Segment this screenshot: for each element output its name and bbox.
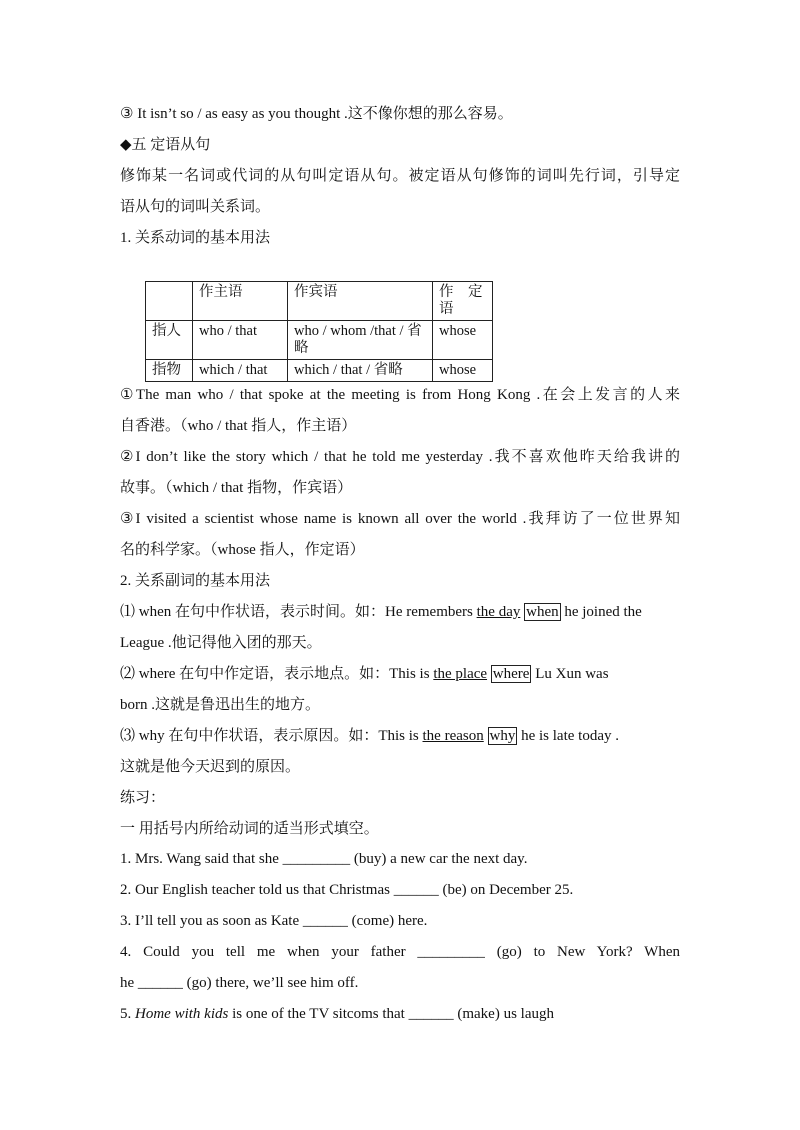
subsection-title-1: 1. 关系动词的基本用法: [120, 230, 271, 246]
adverb-text: ⑶ why 在句中作状语，表示原因。如：This is: [120, 728, 423, 744]
table-cell: 指人: [146, 321, 193, 360]
table-cell: 指物: [146, 360, 193, 382]
table-cell: who / whom /that / 省略: [288, 321, 433, 360]
example-2-line-1: ②I don’t like the story which / that he told me yesterday .我不喜欢他昨天给我讲的: [120, 449, 680, 465]
table-cell: which / that: [193, 360, 288, 382]
example-3-line-1: ③I visited a scientist whose name is known all over the world .我拜访了一位世界知: [120, 511, 680, 527]
practice-part-title: 一 用括号内所给动词的适当形式填空。: [120, 821, 379, 837]
adverb-text: he joined the: [560, 604, 642, 620]
question-5: [120, 1004, 554, 1024]
adverb-text: ⑴ when 在句中作状语，表示时间。如：He remembers: [120, 604, 477, 620]
relative-pronoun-table: [145, 281, 493, 382]
table-cell: [146, 282, 193, 321]
example-1-line-2: 自香港。（who / that 指人，作主语）: [120, 418, 357, 434]
antecedent-underlined: the day: [476, 604, 521, 620]
adverb-when-line-2: League .他记得他入团的那天。: [120, 635, 322, 651]
table-cell: whose: [433, 321, 493, 360]
example-2-line-2: 故事。（which / that 指物，作宾语）: [120, 480, 353, 496]
tv-show-title: Home with kids: [135, 1006, 229, 1022]
table-row: [146, 321, 493, 360]
adverb-where-line-2: born .这就是鲁迅出生的地方。: [120, 697, 320, 713]
question-2: 2. Our English teacher told us that Christmas ______ (be) on December 25.: [120, 882, 574, 898]
relative-adverb-boxed: when: [526, 604, 559, 620]
antecedent-underlined: the place: [433, 666, 488, 682]
section-heading: ◆五 定语从句: [120, 137, 211, 153]
relative-adverb-boxed: where: [492, 666, 530, 682]
adverb-text: ⑵ where 在句中作定语，表示地点。如：This is: [120, 666, 434, 682]
table-header-cell: 作 定语: [433, 282, 493, 321]
adverb-why-line-2: 这就是他今天迟到的原因。: [120, 759, 301, 775]
adverb-when-line-1: [120, 602, 642, 622]
antecedent-underlined: the reason: [422, 728, 484, 744]
practice-label: 练习：: [120, 790, 166, 806]
adverb-text: Lu Xun was: [531, 666, 609, 682]
example-3-line-2: 名的科学家。（whose 指人，作定语）: [120, 542, 365, 558]
intro-line: ③ It isn’t so / as easy as you thought .这不像你想的那么容易。: [120, 106, 513, 122]
subsection-title-2: 2. 关系副词的基本用法: [120, 573, 271, 589]
definition-line-1: 修饰某一名词或代词的从句叫定语从句。被定语从句修饰的词叫先行词，引导定: [120, 168, 680, 184]
adverb-text: he is late today .: [517, 728, 619, 744]
table-row: [146, 360, 493, 382]
table-header-cell: 作宾语: [288, 282, 433, 321]
question-text: is one of the TV sitcoms that ______ (make) us laugh: [228, 1006, 554, 1022]
question-1: 1. Mrs. Wang said that she _________ (buy) a new car the next day.: [120, 851, 528, 867]
adverb-why-line-1: [120, 726, 619, 746]
question-4-line-1: 4. Could you tell me when your father _________ (go) to New York? When: [120, 944, 680, 960]
question-number: 5.: [120, 1006, 135, 1022]
question-4-line-2: he ______ (go) there, we’ll see him off.: [120, 975, 359, 991]
question-3: 3. I’ll tell you as soon as Kate ______ (come) here.: [120, 913, 428, 929]
table-cell: who / that: [193, 321, 288, 360]
relative-adverb-boxed: why: [489, 728, 516, 744]
table-cell: which / that / 省略: [288, 360, 433, 382]
definition-line-2: 语从句的词叫关系词。: [120, 199, 271, 215]
table-header-cell: 作主语: [193, 282, 288, 321]
example-1-line-1: ①The man who / that spoke at the meeting is from Hong Kong .在会上发言的人来: [120, 387, 680, 403]
table-header-row: [146, 282, 493, 321]
table-cell: whose: [433, 360, 493, 382]
adverb-where-line-1: [120, 664, 609, 684]
